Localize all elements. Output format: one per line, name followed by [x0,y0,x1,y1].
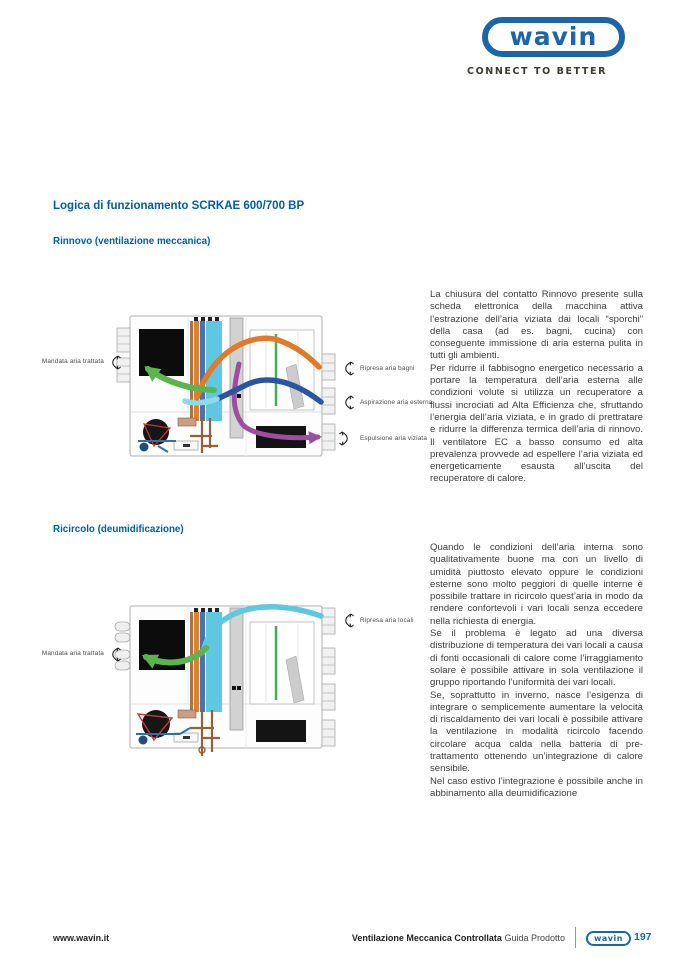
body-paragraph: Per ridurre il fabbisogno energetico necessario a portare la temperatura dell’aria esterna alle condizioni volute si utilizza un recuperatore a flussi incrociati ad Alta Efficienza che, sfruttando l’energia dell’aria viziata, e in grado di prettratare e ridurre la differenza termica dell’aria di rinnovo. Il ventilatore EC a basso consumo ed alta prevalenza provvede ad espellere l’aria viziata ed energeticamente esausta all’uscita del recuperatore di calore. [430,362,643,485]
air-handling-unit-illustration [40,306,440,488]
section-heading-rinnovo: Rinnovo (ventilazione meccanica) [53,236,211,247]
wavin-logo [482,17,625,57]
footer-wavin-logo: wavin [586,931,631,946]
diagram-label-mandata: Mandata aria trattata [41,650,104,657]
footer-doc-title-bold: Ventilazione Meccanica Controllata [351,933,502,943]
footer-doc-title [352,933,565,943]
flow-right-icon [339,430,354,447]
body-paragraph: La chiusura del contatto Rinnovo presente sulla scheda elettronica della macchina attiva l’estrazione dell’aria viziata dai locali “sporchi” della casa (ad es. bagni, cucina) con conseguente immissione di aria esterna pulita in tutti gli ambienti. [430,289,643,362]
diagram-label-ripresa-locali: Ripresa aria locali [360,617,414,624]
flow-left-icon [106,646,121,663]
diagram-rinnovo [40,306,440,488]
diagram-label-aspirazione: Aspirazione aria esterna [360,399,433,406]
diagram-ricircolo [40,594,440,782]
diagram-label-mandata: Mandata aria trattata [41,358,104,365]
footer-divider [575,927,576,948]
flow-left-icon [339,612,354,629]
wavin-logo-text: wavin [509,21,598,51]
flow-left-icon [339,360,354,377]
section-heading-ricircolo: Ricircolo (deumidificazione) [53,524,184,535]
flow-left-icon [339,394,354,411]
flow-left-icon [106,354,121,371]
rinnovo-body-text [430,289,643,486]
footer-doc-subtitle: Guida Prodotto [504,933,565,943]
footer-website: www.wavin.it [53,933,110,943]
body-paragraph: Se il problema è legato ad una diversa distribuzione di temperatura dei vari locali a causa di fonti occasionali di calore come l’irraggiamento solare è possibile attivare in sola ventilazione il gruppo riportando l’uniformità dei vari locali. [430,628,643,689]
body-paragraph: Nel caso estivo l’integrazione è possibile anche in abbinamento alla deumidificazione [430,775,643,799]
footer-page-number: 197 [634,931,652,943]
brand-tagline: CONNECT TO BETTER [467,66,607,77]
diagram-label-ripresa-bagni: Ripresa aria bagni [360,365,415,372]
diagram-label-espulsione: Espulsione aria viziata [360,435,428,442]
body-paragraph: Se, soprattutto in inverno, nasce l’esigenza di integrare o semplicemente aumentare la velocità di riscaldamento dei vari locali è possibile attivare la ventilazione in modalità ricircolo facendo circolare acqua calda nella batteria di pre-trattamento ottenendo un’integrazione di calore sensibile. [430,689,643,775]
page-title: Logica di funzionamento SCRKAE 600/700 BP [53,200,305,212]
ricircolo-body-text [430,542,643,800]
body-paragraph: Quando le condizioni dell’aria interna sono qualitativamente buone ma con un livello di umidità piuttosto elevato oppure le condizioni esterne sono molto peggiori di quelle interne è possibile trattare in ricircolo quest’aria in modo da rendere confortevoli i vari locali senza eccedere nella richiesta di energia. [430,542,643,627]
